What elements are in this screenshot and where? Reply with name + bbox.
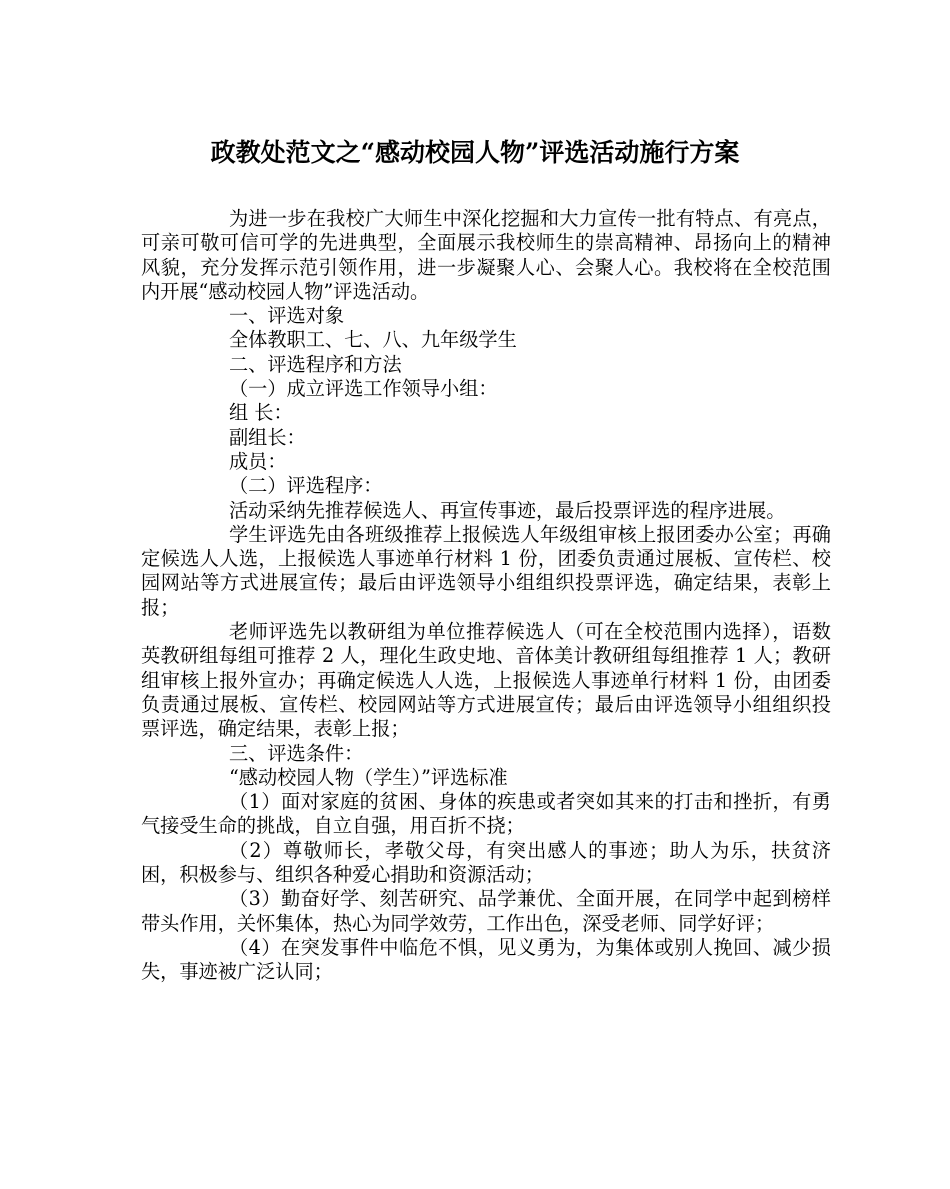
group-leader-line: 组 长：: [229, 401, 293, 425]
section-heading-targets: 一、评选对象: [229, 304, 345, 328]
document-title: 政教处范文之“感动校园人物”评选活动施行方案: [210, 138, 740, 167]
teacher-selection-paragraph: 老师评选先以教研组为单位推荐候选人（可在全校范围内选择），语数英教研组每组可推荐 2 人，理化生政史地、音体美计教研组每组推荐 1 人；教研组审核上报外宣办；再确定候选人人选，上报候选人事迹单行材料 1 份，由团委负责通过展板、宣传栏、校园网站等方式进展宣传；最后由评选领导小组组织投票评选，确定结果，表彰上报；: [141, 620, 831, 741]
targets-text: 全体教职工、七、八、九年级学生: [229, 328, 517, 352]
deputy-leader-line: 副组长：: [229, 425, 306, 449]
procedure-paragraph: 活动采纳先推荐候选人、再宣传事迹，最后投票评选的程序进展。: [229, 498, 786, 522]
members-line: 成员：: [229, 449, 287, 473]
subheading-leadership-group: （一）成立评选工作领导小组：: [229, 377, 498, 401]
criteria-item-1: （1）面对家庭的贫困、身体的疾患或者突如其来的打击和挫折，有勇气接受生命的挑战，自立自强，用百折不挠；: [141, 790, 831, 838]
section-heading-criteria: 三、评选条件：: [229, 741, 364, 765]
document-body: [141, 207, 831, 985]
student-criteria-heading: “感动校园人物（学生）”评选标准: [229, 765, 508, 789]
intro-paragraph: 为进一步在我校广大师生中深化挖掘和大力宣传一批有特点、有亮点，可亲可敬可信可学的先进典型，全面展示我校师生的崇高精神、昂扬向上的精神风貌，充分发挥示范引领作用，进一步凝聚人心、会聚人心。我校将在全校范围内开展“感动校园人物”评选活动。: [141, 207, 831, 303]
criteria-item-3: （3）勤奋好学、刻苦研究、品学兼优、全面开展，在同学中起到榜样带头作用，关怀集体，热心为同学效劳，工作出色，深受老师、同学好评；: [141, 887, 831, 935]
subheading-procedure: （二）评选程序：: [229, 474, 383, 498]
student-selection-paragraph: 学生评选先由各班级推荐上报候选人年级组审核上报团委办公室；再确定候选人人选，上报候选人事迹单行材料 1 份，团委负责通过展板、宣传栏、校园网站等方式进展宣传；最后由评选领导小组组织投票评选，确定结果，表彰上报；: [141, 522, 831, 619]
criteria-item-4: （4）在突发事件中临危不惧，见义勇为，为集体或别人挽回、减少损失，事迹被广泛认同；: [141, 935, 831, 984]
section-heading-procedure: 二、评选程序和方法: [229, 352, 402, 376]
criteria-item-2: （2）尊敬师长，孝敬父母，有突出感人的事迹；助人为乐，扶贫济困，积极参与、组织各种爱心捐助和资源活动；: [141, 838, 831, 887]
